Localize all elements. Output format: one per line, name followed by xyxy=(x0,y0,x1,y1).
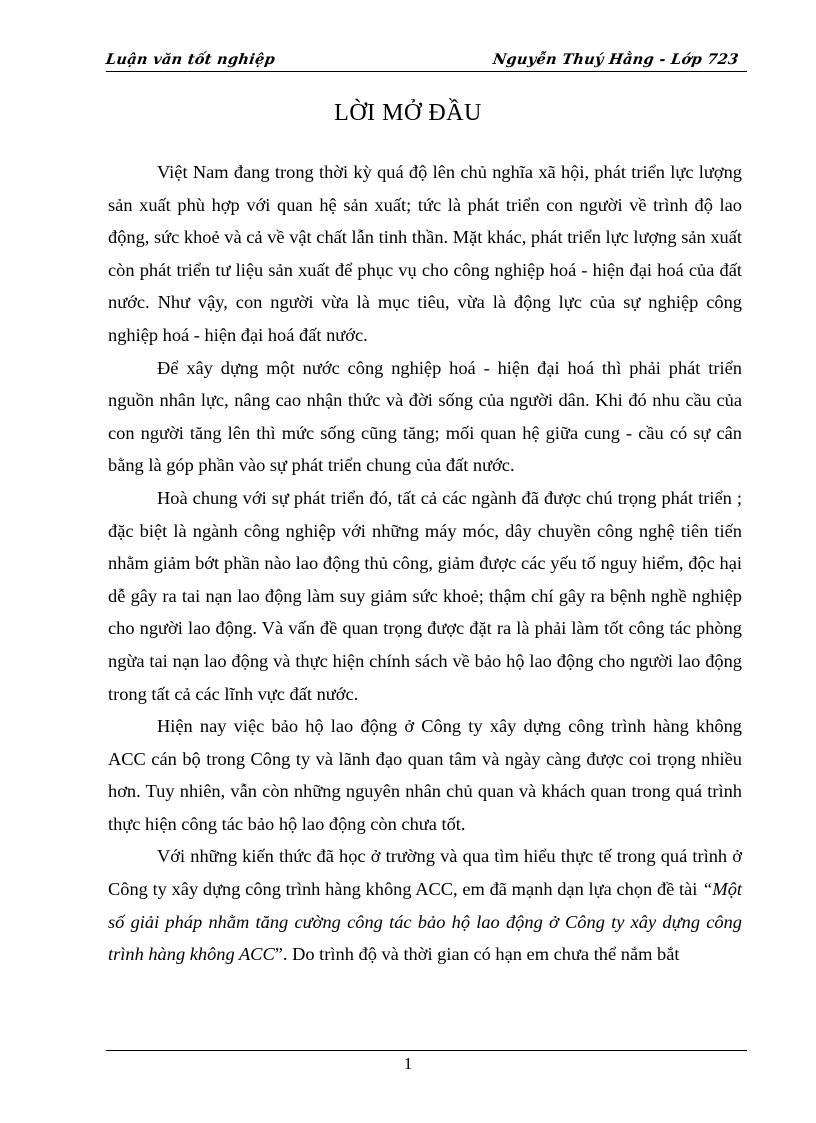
page-number: 1 xyxy=(403,1054,413,1073)
footer-divider xyxy=(106,1050,747,1051)
paragraph-2: Để xây dựng một nước công nghiệp hoá - hiện đại hoá thì phải phát triển nguồn nhân lực, nâng cao nhận thức và đời sống của người dân. Khi đó nhu cầu của con người tăng lên thì mức sống cũng tăng; mối quan hệ giữa cung - cầu có sự cân bằng là góp phần vào sự phát triển chung của đất nước. xyxy=(108,357,742,476)
paragraph-3: Hoà chung với sự phát triển đó, tất cả các ngành đã được chú trọng phát triển ; đặc biệt là ngành công nghiệp với những máy móc, dây chuyền công nghệ tiên tiến nhằm giảm bớt phần nào lao động thủ công, giảm được các yếu tố nguy hiểm, độc hại dễ gây ra tai nạn lao động làm suy giảm sức khoẻ; thậm chí gây ra bệnh nghề nghiệp cho người lao động. Và vấn đề quan trọng được đặt ra là phải làm tốt công tác phòng ngừa tai nạn lao động và thực hiện chính sách về bảo hộ lao động cho người lao động trong tất cả các lĩnh vực đất nước. xyxy=(108,487,742,704)
header-author-class: Nguyễn Thuý Hằng - Lớp 723 xyxy=(492,51,741,68)
page-header xyxy=(106,51,747,72)
paragraph-4: Hiện nay việc bảo hộ lao động ở Công ty xây dựng công trình hàng không ACC cán bộ trong Công ty và lãnh đạo quan tâm và ngày càng được coi trọng nhiều hơn. Tuy nhiên, vẫn còn những nguyên nhân chủ quan và khách quan trong quá trình thực hiện công tác bảo hộ lao động còn chưa tốt. xyxy=(108,716,742,834)
header-thesis-label: Luận văn tốt nghiệp xyxy=(104,51,277,68)
paragraph-5 xyxy=(108,840,742,970)
document-body xyxy=(108,156,742,971)
page-title: LỜI MỞ ĐẦU xyxy=(334,100,482,126)
paragraph-5-continuation: ”. Do trình độ và thời gian có hạn em chưa thể nắm bắt xyxy=(274,944,680,965)
thesis-topic-title: “Một số giải pháp nhằm tăng cường công tác bảo hộ lao động ở Công ty xây dựng công trình hàng không ACC xyxy=(108,879,742,965)
paragraph-1: Việt Nam đang trong thời kỳ quá độ lên chủ nghĩa xã hội, phát triển lực lượng sản xuất phù hợp với quan hệ sản xuất; tức là phát triển con người về trình độ lao động, sức khoẻ và cả về vật chất lẫn tinh thần. Mặt khác, phát triển lực lượng sản xuất còn phát triển tư liệu sản xuất để phục vụ cho công nghiệp hoá - hiện đại hoá của đất nước. Như vậy, con người vừa là mục tiêu, vừa là động lực của sự nghiệp công nghiệp hoá - hiện đại hoá đất nước. xyxy=(108,162,742,345)
paragraph-5-intro: Với những kiến thức đã học ở trường và qua tìm hiểu thực tế trong quá trình ở Công ty xây dựng công trình hàng không ACC, em đã mạnh dạn lựa chọn đề tài xyxy=(108,846,742,900)
